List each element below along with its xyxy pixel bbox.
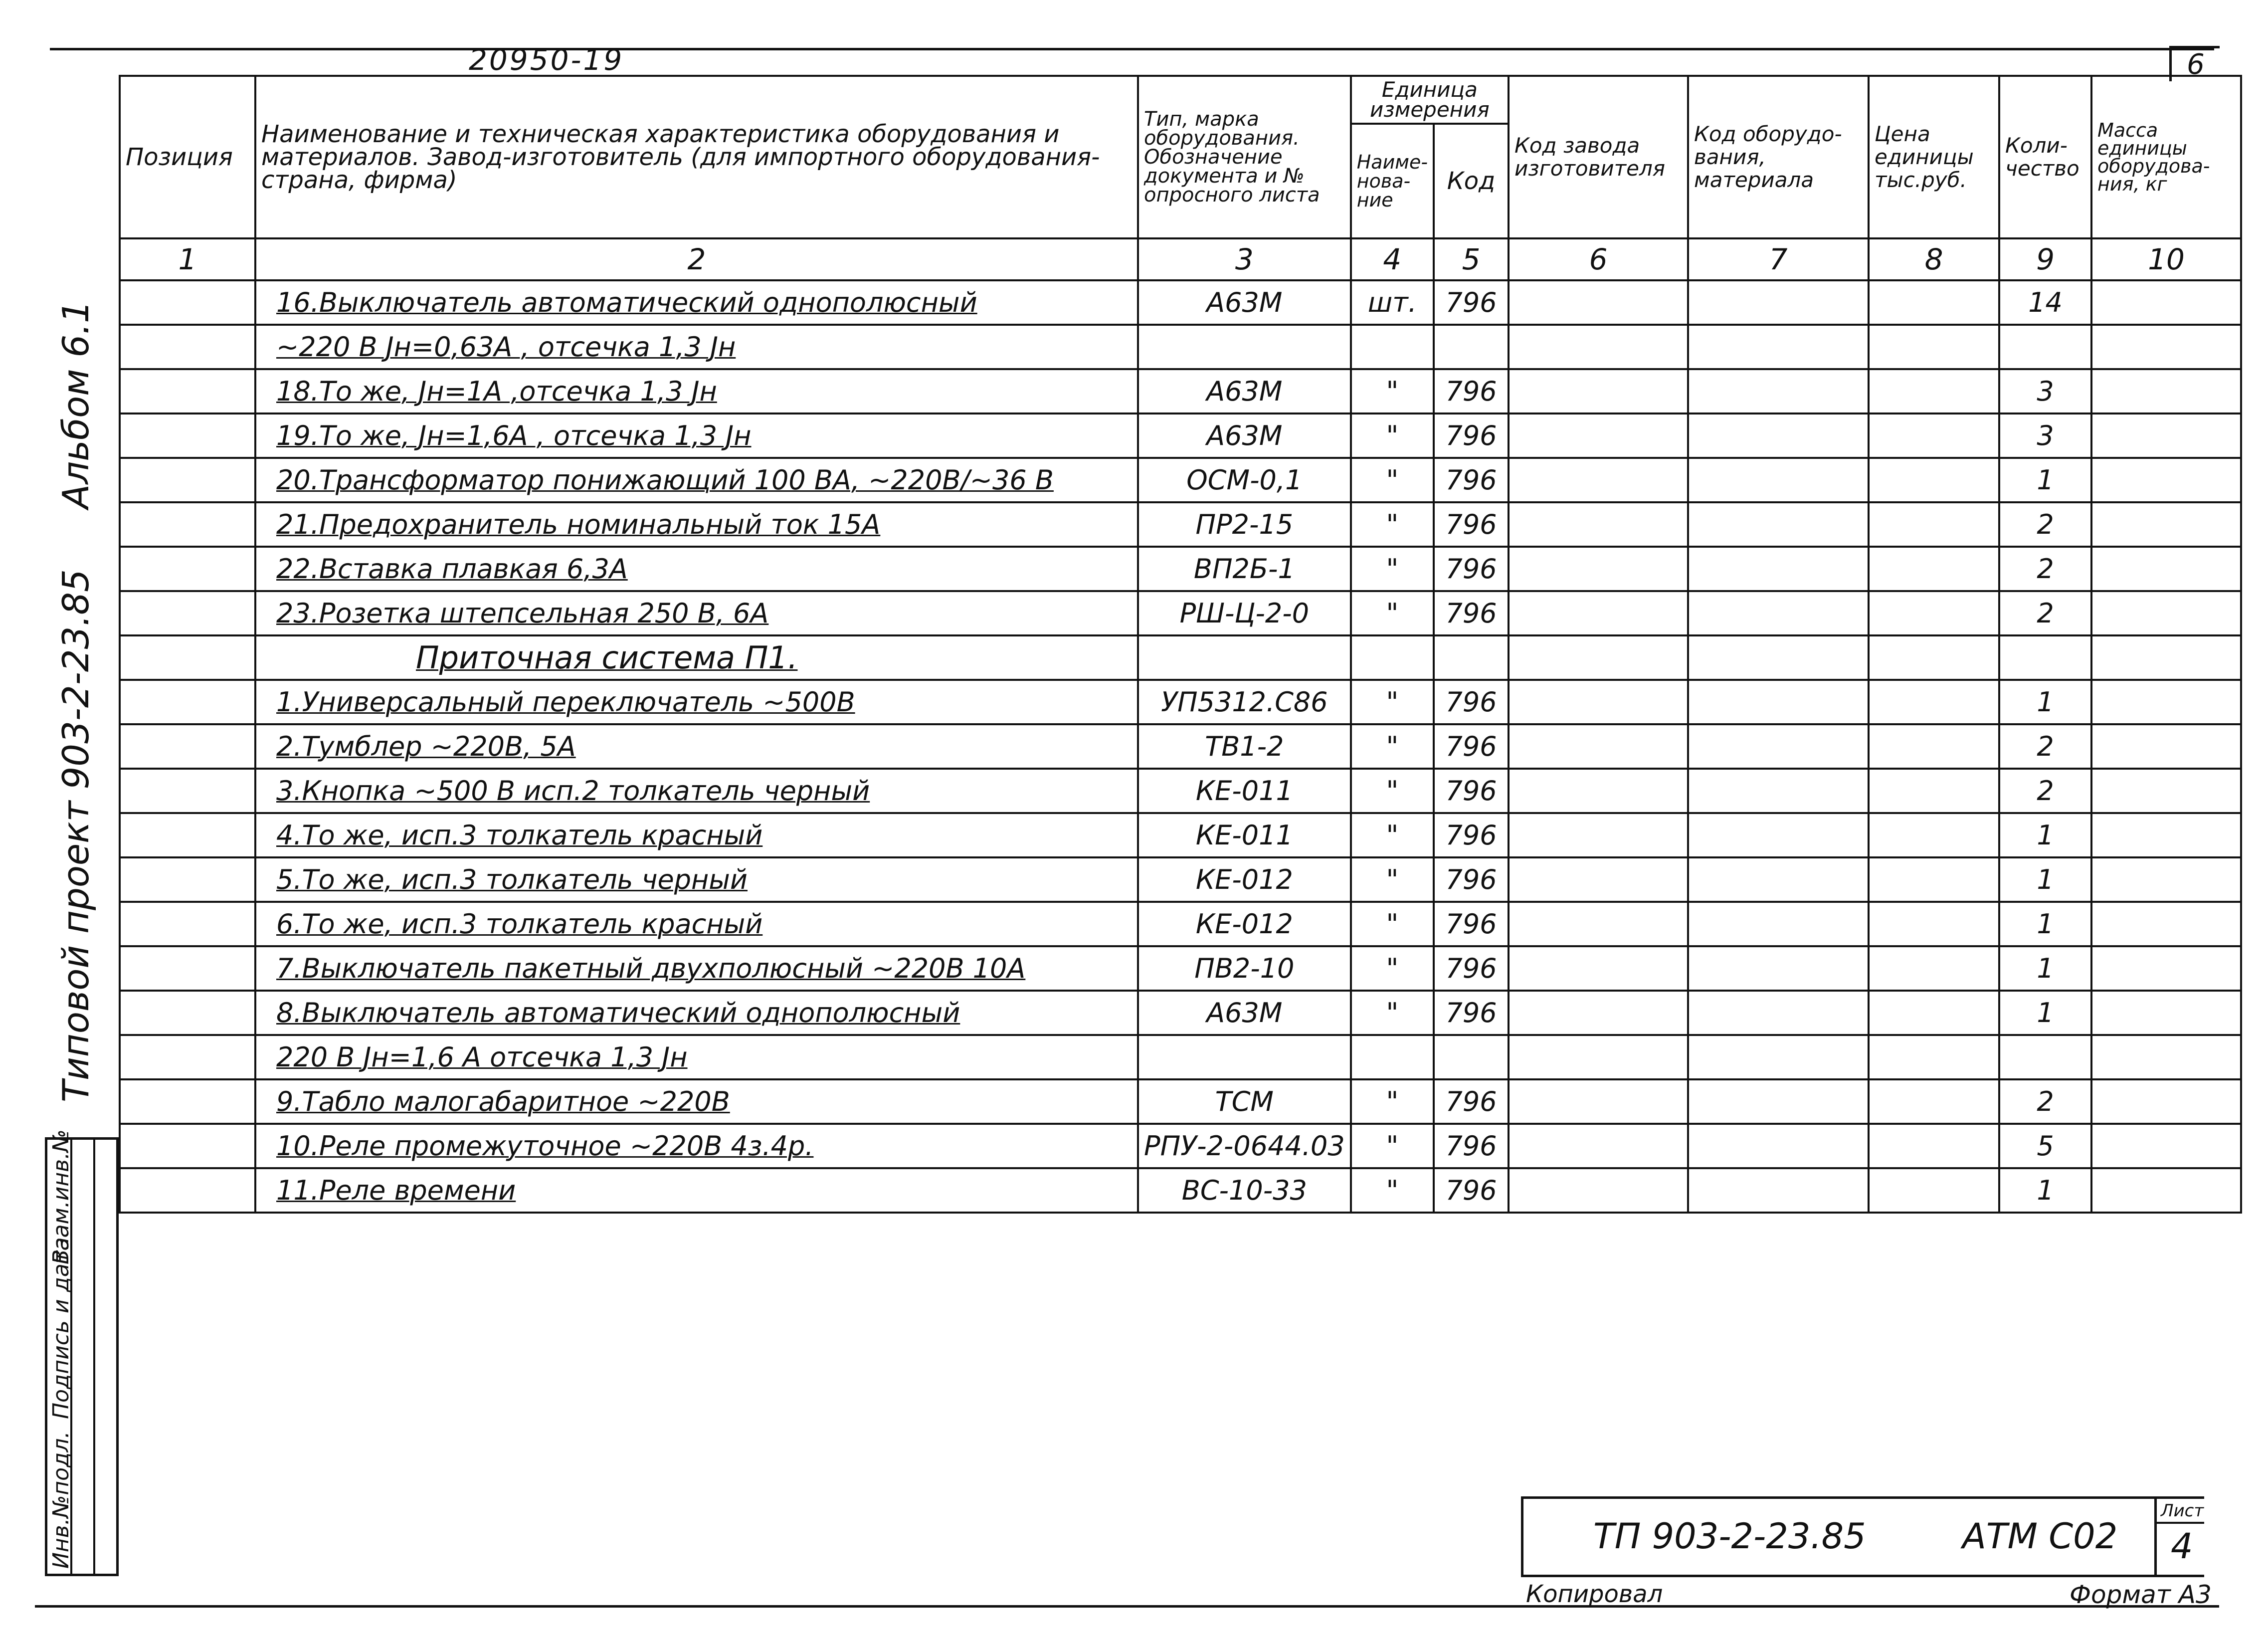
unit-cell [1351, 1035, 1434, 1079]
mass-cell [2091, 280, 2241, 325]
quantity-cell: 2 [1999, 769, 2091, 813]
name-cell: 18.То же, Jн=1А ,отсечка 1,3 Jн [255, 369, 1138, 413]
price-cell [1869, 857, 1999, 902]
type-cell [1138, 1035, 1351, 1079]
code-cell [1434, 1035, 1509, 1079]
type-cell: ТСМ [1138, 1079, 1351, 1124]
code-cell: 796 [1434, 369, 1509, 413]
price-cell [1869, 502, 1999, 547]
stamp-column [70, 1140, 95, 1574]
unit-cell [1351, 325, 1434, 369]
name-cell: 220 В Jн=1,6 А отсечка 1,3 Jн [255, 1035, 1138, 1079]
factory-code-cell [1509, 325, 1688, 369]
unit-cell: " [1351, 680, 1434, 724]
price-cell [1869, 280, 1999, 325]
price-cell [1869, 1124, 1999, 1168]
price-cell [1869, 680, 1999, 724]
title-block [1521, 1496, 2204, 1577]
type-cell: А63М [1138, 991, 1351, 1035]
type-cell: ТВ1-2 [1138, 724, 1351, 769]
quantity-cell: 1 [1999, 813, 2091, 857]
table-row [120, 724, 2241, 769]
name-cell: 7.Выключатель пакетный двухполюсный ~220В 10А [255, 946, 1138, 991]
factory-code-cell [1509, 280, 1688, 325]
code-cell [1434, 325, 1509, 369]
column-number: 6 [1509, 238, 1688, 280]
title-drawing-code: АТМ С02 [1962, 1516, 2118, 1557]
title-sheet-cell [2154, 1499, 2204, 1575]
name-cell: 10.Реле промежуточное ~220В 4з.4р. [255, 1124, 1138, 1168]
type-cell: А63М [1138, 280, 1351, 325]
table-row [120, 991, 2241, 1035]
quantity-cell: 2 [1999, 502, 2091, 547]
price-cell [1869, 547, 1999, 591]
left-stamp-box [45, 1129, 119, 1576]
code-cell: 796 [1434, 502, 1509, 547]
position-cell [120, 325, 255, 369]
factory-code-cell [1509, 1168, 1688, 1213]
code-cell: 796 [1434, 458, 1509, 502]
quantity-cell: 1 [1999, 680, 2091, 724]
type-cell: А63М [1138, 413, 1351, 458]
position-cell [120, 769, 255, 813]
price-cell [1869, 458, 1999, 502]
name-cell: 19.То же, Jн=1,6А , отсечка 1,3 Jн [255, 413, 1138, 458]
quantity-cell: 2 [1999, 1079, 2091, 1124]
unit-cell: " [1351, 502, 1434, 547]
price-cell [1869, 769, 1999, 813]
mass-cell [2091, 591, 2241, 635]
mass-cell [2091, 991, 2241, 1035]
unit-cell: " [1351, 857, 1434, 902]
unit-cell: " [1351, 547, 1434, 591]
position-cell [120, 1035, 255, 1079]
mass-cell [2091, 680, 2241, 724]
table-row [120, 902, 2241, 946]
name-cell: 16.Выключатель автоматический однополюсный [255, 280, 1138, 325]
price-cell [1869, 902, 1999, 946]
table-row [120, 369, 2241, 413]
quantity-cell: 3 [1999, 369, 2091, 413]
code-cell: 796 [1434, 1168, 1509, 1213]
quantity-cell: 1 [1999, 857, 2091, 902]
section-title: Приточная система П1. [255, 635, 1138, 680]
table-row [120, 1035, 2241, 1079]
type-cell [1138, 325, 1351, 369]
name-cell: 6.То же, исп.3 толкатель красный [255, 902, 1138, 946]
header-position: Позиция [120, 76, 255, 238]
code-cell: 796 [1434, 1124, 1509, 1168]
code-cell: 796 [1434, 857, 1509, 902]
type-cell: УП5312.С86 [1138, 680, 1351, 724]
code-cell: 796 [1434, 547, 1509, 591]
name-cell: 4.То же, исп.3 толкатель красный [255, 813, 1138, 857]
specification-table [119, 75, 2242, 1628]
header-unit-group: Единица измерения [1351, 76, 1509, 124]
mass-cell [2091, 946, 2241, 991]
equipment-code-cell [1688, 946, 1869, 991]
type-cell: ПР2-15 [1138, 502, 1351, 547]
mass-cell [2091, 1124, 2241, 1168]
factory-code-cell [1509, 1035, 1688, 1079]
stamp-label-replace: Взам.инв.№ [48, 1129, 74, 1264]
name-cell: ~220 В Jн=0,63А , отсечка 1,3 Jн [255, 325, 1138, 369]
code-cell: 796 [1434, 769, 1509, 813]
title-sheet-divider [2157, 1522, 2204, 1524]
mass-cell [2091, 1079, 2241, 1124]
position-cell [120, 680, 255, 724]
price-cell [1869, 724, 1999, 769]
column-number: 10 [2091, 238, 2241, 280]
name-cell: 8.Выключатель автоматический однополюсный [255, 991, 1138, 1035]
code-cell: 796 [1434, 413, 1509, 458]
factory-code-cell [1509, 413, 1688, 458]
section-row [120, 635, 2241, 680]
album-label: Альбом 6.1 [55, 300, 97, 509]
table-row [120, 1124, 2241, 1168]
table-row [120, 1079, 2241, 1124]
factory-code-cell [1509, 857, 1688, 902]
position-cell [120, 369, 255, 413]
code-cell: 796 [1434, 591, 1509, 635]
mass-cell [2091, 502, 2241, 547]
equipment-code-cell [1688, 280, 1869, 325]
name-cell: 5.То же, исп.3 толкатель черный [255, 857, 1138, 902]
quantity-cell: 1 [1999, 1168, 2091, 1213]
unit-cell: " [1351, 946, 1434, 991]
equipment-code-cell [1688, 502, 1869, 547]
table-row [120, 591, 2241, 635]
name-cell: 21.Предохранитель номинальный ток 15А [255, 502, 1138, 547]
column-number: 9 [1999, 238, 2091, 280]
type-cell: КЕ-011 [1138, 813, 1351, 857]
type-cell: А63М [1138, 369, 1351, 413]
factory-code-cell [1509, 902, 1688, 946]
price-cell [1869, 369, 1999, 413]
table-cell [1138, 635, 1351, 680]
code-cell: 796 [1434, 680, 1509, 724]
quantity-cell: 1 [1999, 902, 2091, 946]
equipment-code-cell [1688, 547, 1869, 591]
type-cell: ОСМ-0,1 [1138, 458, 1351, 502]
mass-cell [2091, 813, 2241, 857]
price-cell [1869, 946, 1999, 991]
factory-code-cell [1509, 502, 1688, 547]
column-number: 5 [1434, 238, 1509, 280]
header-unit-name: Наиме-нова-ние [1351, 124, 1434, 238]
type-cell: ВС-10-33 [1138, 1168, 1351, 1213]
name-cell: 2.Тумблер ~220В, 5А [255, 724, 1138, 769]
copied-by-label: Копировал [1526, 1580, 1663, 1608]
table-row [120, 1168, 2241, 1213]
factory-code-cell [1509, 946, 1688, 991]
factory-code-cell [1509, 369, 1688, 413]
table-cell [1509, 635, 1688, 680]
equipment-code-cell [1688, 680, 1869, 724]
price-cell [1869, 325, 1999, 369]
mass-cell [2091, 902, 2241, 946]
quantity-cell [1999, 325, 2091, 369]
title-sheet-label: Лист [2161, 1501, 2204, 1521]
factory-code-cell [1509, 991, 1688, 1035]
equipment-code-cell [1688, 769, 1869, 813]
quantity-cell: 1 [1999, 458, 2091, 502]
position-cell [120, 547, 255, 591]
header-name: Наименование и техническая характеристика оборудования и материалов. Завод-изготовитель (для импортного оборудования-страна, фирма) [255, 76, 1138, 238]
equipment-code-cell [1688, 1079, 1869, 1124]
column-number: 1 [120, 238, 255, 280]
name-cell: 11.Реле времени [255, 1168, 1138, 1213]
name-cell: 23.Розетка штепсельная 250 В, 6А [255, 591, 1138, 635]
position-cell [120, 1079, 255, 1124]
quantity-cell: 14 [1999, 280, 2091, 325]
sheet-corner-mark: 6 [2169, 46, 2220, 81]
equipment-code-cell [1688, 1168, 1869, 1213]
equipment-code-cell [1688, 724, 1869, 769]
code-cell: 796 [1434, 946, 1509, 991]
column-number: 3 [1138, 238, 1351, 280]
column-numbers-row [120, 238, 2241, 280]
quantity-cell: 1 [1999, 991, 2091, 1035]
price-cell [1869, 1035, 1999, 1079]
blank-cell [1434, 1213, 1509, 1628]
equipment-code-cell [1688, 591, 1869, 635]
price-cell [1869, 591, 1999, 635]
table-row [120, 946, 2241, 991]
column-number: 8 [1869, 238, 1999, 280]
factory-code-cell [1509, 1079, 1688, 1124]
mass-cell [2091, 724, 2241, 769]
factory-code-cell [1509, 724, 1688, 769]
unit-cell: " [1351, 458, 1434, 502]
factory-code-cell [1509, 1124, 1688, 1168]
equipment-code-cell [1688, 813, 1869, 857]
equipment-code-cell [1688, 413, 1869, 458]
code-cell: 796 [1434, 813, 1509, 857]
type-cell: РШ-Ц-2-0 [1138, 591, 1351, 635]
code-cell: 796 [1434, 1079, 1509, 1124]
table-cell [1869, 635, 1999, 680]
name-cell: 20.Трансформатор понижающий 100 ВА, ~220В/~36 В [255, 458, 1138, 502]
header-unit-code: Код [1434, 124, 1509, 238]
header-price: Цена единицы тыс.руб. [1869, 76, 1999, 238]
column-number: 2 [255, 238, 1138, 280]
title-project-code: ТП 903-2-23.85 [1593, 1516, 1866, 1557]
table-cell [2091, 635, 2241, 680]
quantity-cell: 5 [1999, 1124, 2091, 1168]
quantity-cell: 1 [1999, 946, 2091, 991]
type-cell: КЕ-011 [1138, 769, 1351, 813]
name-cell: 3.Кнопка ~500 В исп.2 толкатель черный [255, 769, 1138, 813]
code-cell: 796 [1434, 724, 1509, 769]
position-cell [120, 1168, 255, 1213]
factory-code-cell [1509, 813, 1688, 857]
mass-cell [2091, 1035, 2241, 1079]
table-row [120, 280, 2241, 325]
mass-cell [2091, 458, 2241, 502]
equipment-code-cell [1688, 1035, 1869, 1079]
table-row [120, 502, 2241, 547]
blank-cell [120, 1213, 255, 1628]
table-row [120, 325, 2241, 369]
factory-code-cell [1509, 680, 1688, 724]
unit-cell: " [1351, 769, 1434, 813]
price-cell [1869, 991, 1999, 1035]
type-cell: ВП2Б-1 [1138, 547, 1351, 591]
quantity-cell: 3 [1999, 413, 2091, 458]
table-row [120, 680, 2241, 724]
name-cell: 1.Универсальный переключатель ~500В [255, 680, 1138, 724]
header-equipment-code: Код оборудо-вания, материала [1688, 76, 1869, 238]
factory-code-cell [1509, 547, 1688, 591]
unit-cell: " [1351, 724, 1434, 769]
quantity-cell [1999, 1035, 2091, 1079]
name-cell: 9.Табло малогабаритное ~220В [255, 1079, 1138, 1124]
mass-cell [2091, 325, 2241, 369]
blank-cell [1138, 1213, 1351, 1628]
table-row [120, 769, 2241, 813]
type-cell: КЕ-012 [1138, 857, 1351, 902]
price-cell [1869, 1168, 1999, 1213]
document-number: 20950-19 [469, 43, 624, 77]
top-border-line [50, 48, 2214, 50]
name-cell: 22.Вставка плавкая 6,3А [255, 547, 1138, 591]
blank-cell [255, 1213, 1138, 1628]
quantity-cell: 2 [1999, 724, 2091, 769]
title-sheet-number: 4 [2171, 1526, 2193, 1567]
stamp-label-sign: Подпись и дата [48, 1237, 74, 1419]
unit-cell: " [1351, 902, 1434, 946]
stamp-label-inv: Инв.№подл. [48, 1431, 74, 1569]
type-cell: РПУ-2-0644.03 [1138, 1124, 1351, 1168]
table-cell [120, 635, 255, 680]
format-label: Формат А3 [2070, 1580, 2212, 1609]
header-type: Тип, марка оборудования. Обозначение документа и № опросного листа [1138, 76, 1351, 238]
position-cell [120, 280, 255, 325]
table-cell [1688, 635, 1869, 680]
code-cell: 796 [1434, 902, 1509, 946]
equipment-code-cell [1688, 325, 1869, 369]
bottom-border-line [35, 1605, 2219, 1608]
unit-cell: " [1351, 1124, 1434, 1168]
header-factory-code: Код завода изготовителя [1509, 76, 1688, 238]
price-cell [1869, 413, 1999, 458]
equipment-code-cell [1688, 369, 1869, 413]
price-cell [1869, 813, 1999, 857]
mass-cell [2091, 413, 2241, 458]
unit-cell: шт. [1351, 280, 1434, 325]
table-row [120, 458, 2241, 502]
table-cell [1999, 635, 2091, 680]
project-label: Типовой проект 903-2-23.85 [55, 569, 97, 1102]
quantity-cell: 2 [1999, 547, 2091, 591]
position-cell [120, 946, 255, 991]
table-row [120, 547, 2241, 591]
mass-cell [2091, 769, 2241, 813]
table-cell [1434, 635, 1509, 680]
equipment-code-cell [1688, 1124, 1869, 1168]
table-row [120, 813, 2241, 857]
position-cell [120, 991, 255, 1035]
equipment-code-cell [1688, 902, 1869, 946]
position-cell [120, 502, 255, 547]
type-cell: ПВ2-10 [1138, 946, 1351, 991]
table-row [120, 413, 2241, 458]
column-number: 7 [1688, 238, 1869, 280]
factory-code-cell [1509, 769, 1688, 813]
position-cell [120, 813, 255, 857]
header-quantity: Коли-чество [1999, 76, 2091, 238]
position-cell [120, 857, 255, 902]
column-number: 4 [1351, 238, 1434, 280]
header-mass: Масса единицы оборудова-ния, кг [2091, 76, 2241, 238]
unit-cell: " [1351, 369, 1434, 413]
equipment-code-cell [1688, 991, 1869, 1035]
factory-code-cell [1509, 458, 1688, 502]
factory-code-cell [1509, 591, 1688, 635]
mass-cell [2091, 857, 2241, 902]
equipment-code-cell [1688, 458, 1869, 502]
position-cell [120, 724, 255, 769]
equipment-code-cell [1688, 857, 1869, 902]
table-cell [1351, 635, 1434, 680]
position-cell [120, 591, 255, 635]
mass-cell [2091, 547, 2241, 591]
unit-cell: " [1351, 813, 1434, 857]
unit-cell: " [1351, 1079, 1434, 1124]
position-cell [120, 902, 255, 946]
quantity-cell: 2 [1999, 591, 2091, 635]
table-row [120, 857, 2241, 902]
price-cell [1869, 1079, 1999, 1124]
unit-cell: " [1351, 413, 1434, 458]
code-cell: 796 [1434, 991, 1509, 1035]
position-cell [120, 413, 255, 458]
unit-cell: " [1351, 591, 1434, 635]
code-cell: 796 [1434, 280, 1509, 325]
blank-cell [1351, 1213, 1434, 1628]
unit-cell: " [1351, 991, 1434, 1035]
position-cell [120, 1124, 255, 1168]
type-cell: КЕ-012 [1138, 902, 1351, 946]
position-cell [120, 458, 255, 502]
mass-cell [2091, 369, 2241, 413]
mass-cell [2091, 1168, 2241, 1213]
unit-cell: " [1351, 1168, 1434, 1213]
